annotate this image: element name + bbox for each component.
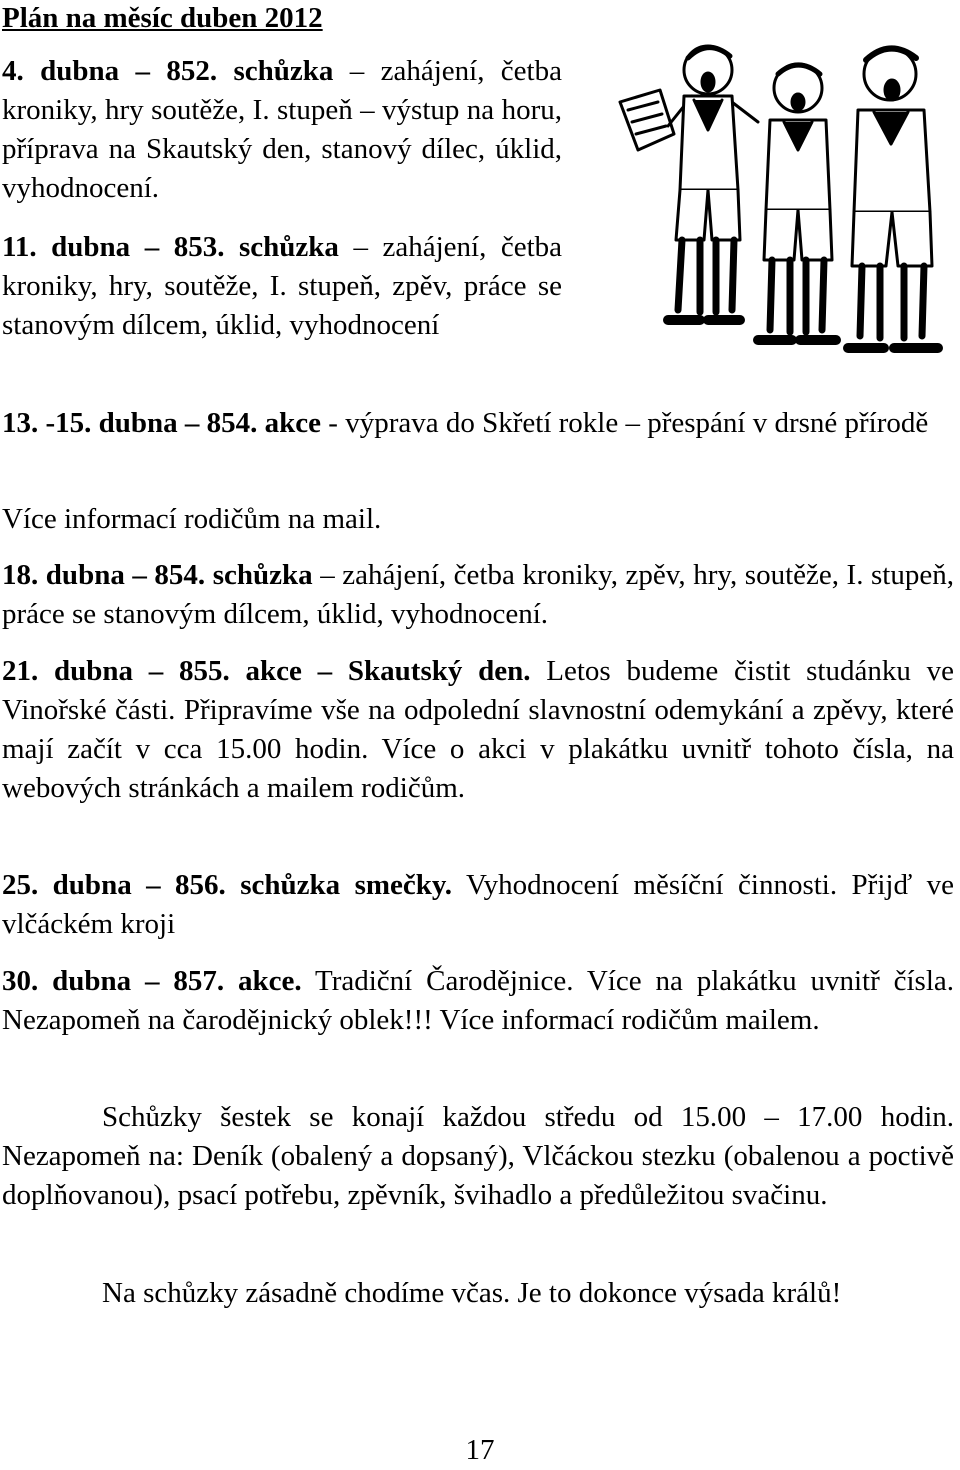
entry-text: Vyhodnocení měsíční činnosti. Přijď ve vlčáckém kroji bbox=[2, 869, 954, 940]
entry-head: 13. -15. dubna – 854. akce bbox=[2, 407, 322, 439]
entry-854-akce bbox=[2, 404, 954, 443]
entry-head: 4. dubna – 852. schůzka bbox=[2, 55, 334, 87]
entry-853 bbox=[2, 228, 562, 345]
page-title: Plán na měsíc duben 2012 bbox=[2, 2, 323, 34]
note-meetings: Schůzky šestek se konají každou středu od 15.00 – 17.00 hodin. Nezapomeň na: Deník (obalený a dopsaný), Vlčáckou stezku (obalenou a poctivě doplňovanou), psací potřebu, zpěvník, švihadlo a předůležitou svačinu. bbox=[2, 1101, 954, 1211]
entry-text: Tradiční Čarodějnice. Více na plakátku uvnitř čísla. Nezapomeň na čarodějnický oblek!!! Více informací rodičům mailem. bbox=[2, 965, 954, 1036]
entry-856 bbox=[2, 866, 954, 944]
entry-head: 30. dubna – 857. akce. bbox=[2, 965, 302, 997]
entry-text: – zahájení, četba kroniky, hry, soutěže, I. stupeň, zpěv, práce se stanovým dílcem, úklid, vyhodnocení bbox=[2, 231, 563, 341]
entry-head: 25. dubna – 856. schůzka smečky. bbox=[2, 869, 453, 901]
note-on-time: Na schůzky zásadně chodíme včas. Je to dokonce výsada králů! bbox=[102, 1277, 842, 1309]
entry-852 bbox=[2, 52, 562, 208]
entry-text: Více informací rodičům na mail. bbox=[2, 503, 382, 535]
entry-854-schuzka bbox=[2, 556, 954, 634]
singing-scouts-illustration bbox=[608, 30, 958, 370]
entry-head: 21. dubna – 855. akce – Skautský den. bbox=[2, 655, 531, 687]
entry-857 bbox=[2, 962, 954, 1040]
entry-text: Letos budeme čistit studánku ve Vinořské části. Připravíme vše na odpolední slavnostní odemykání a zpěvy, které mají začít v cca 15.00 hodin. Více o akci v plakátku uvnitř tohoto čísla, na webových stránkách a mailem rodičům. bbox=[2, 655, 954, 804]
entry-head: 18. dubna – 854. schůzka bbox=[2, 559, 313, 591]
entry-text: - výprava do Skřetí rokle – přespání v drsné přírodě bbox=[321, 407, 929, 439]
entry-info-parents bbox=[2, 500, 954, 539]
entry-text: – zahájení, četba kroniky, zpěv, hry, soutěže, I. stupeň, práce se stanovým dílcem, úklid, vyhodnocení. bbox=[2, 559, 954, 630]
entry-855 bbox=[2, 652, 954, 808]
entry-text: – zahájení, četba kroniky, hry soutěže, I. stupeň – výstup na horu, příprava na Skautský den, stanový dílec, úklid, vyhodnocení. bbox=[2, 55, 562, 204]
entry-head: 11. dubna – 853. schůzka bbox=[2, 231, 339, 263]
page-number: 17 bbox=[465, 1434, 495, 1466]
